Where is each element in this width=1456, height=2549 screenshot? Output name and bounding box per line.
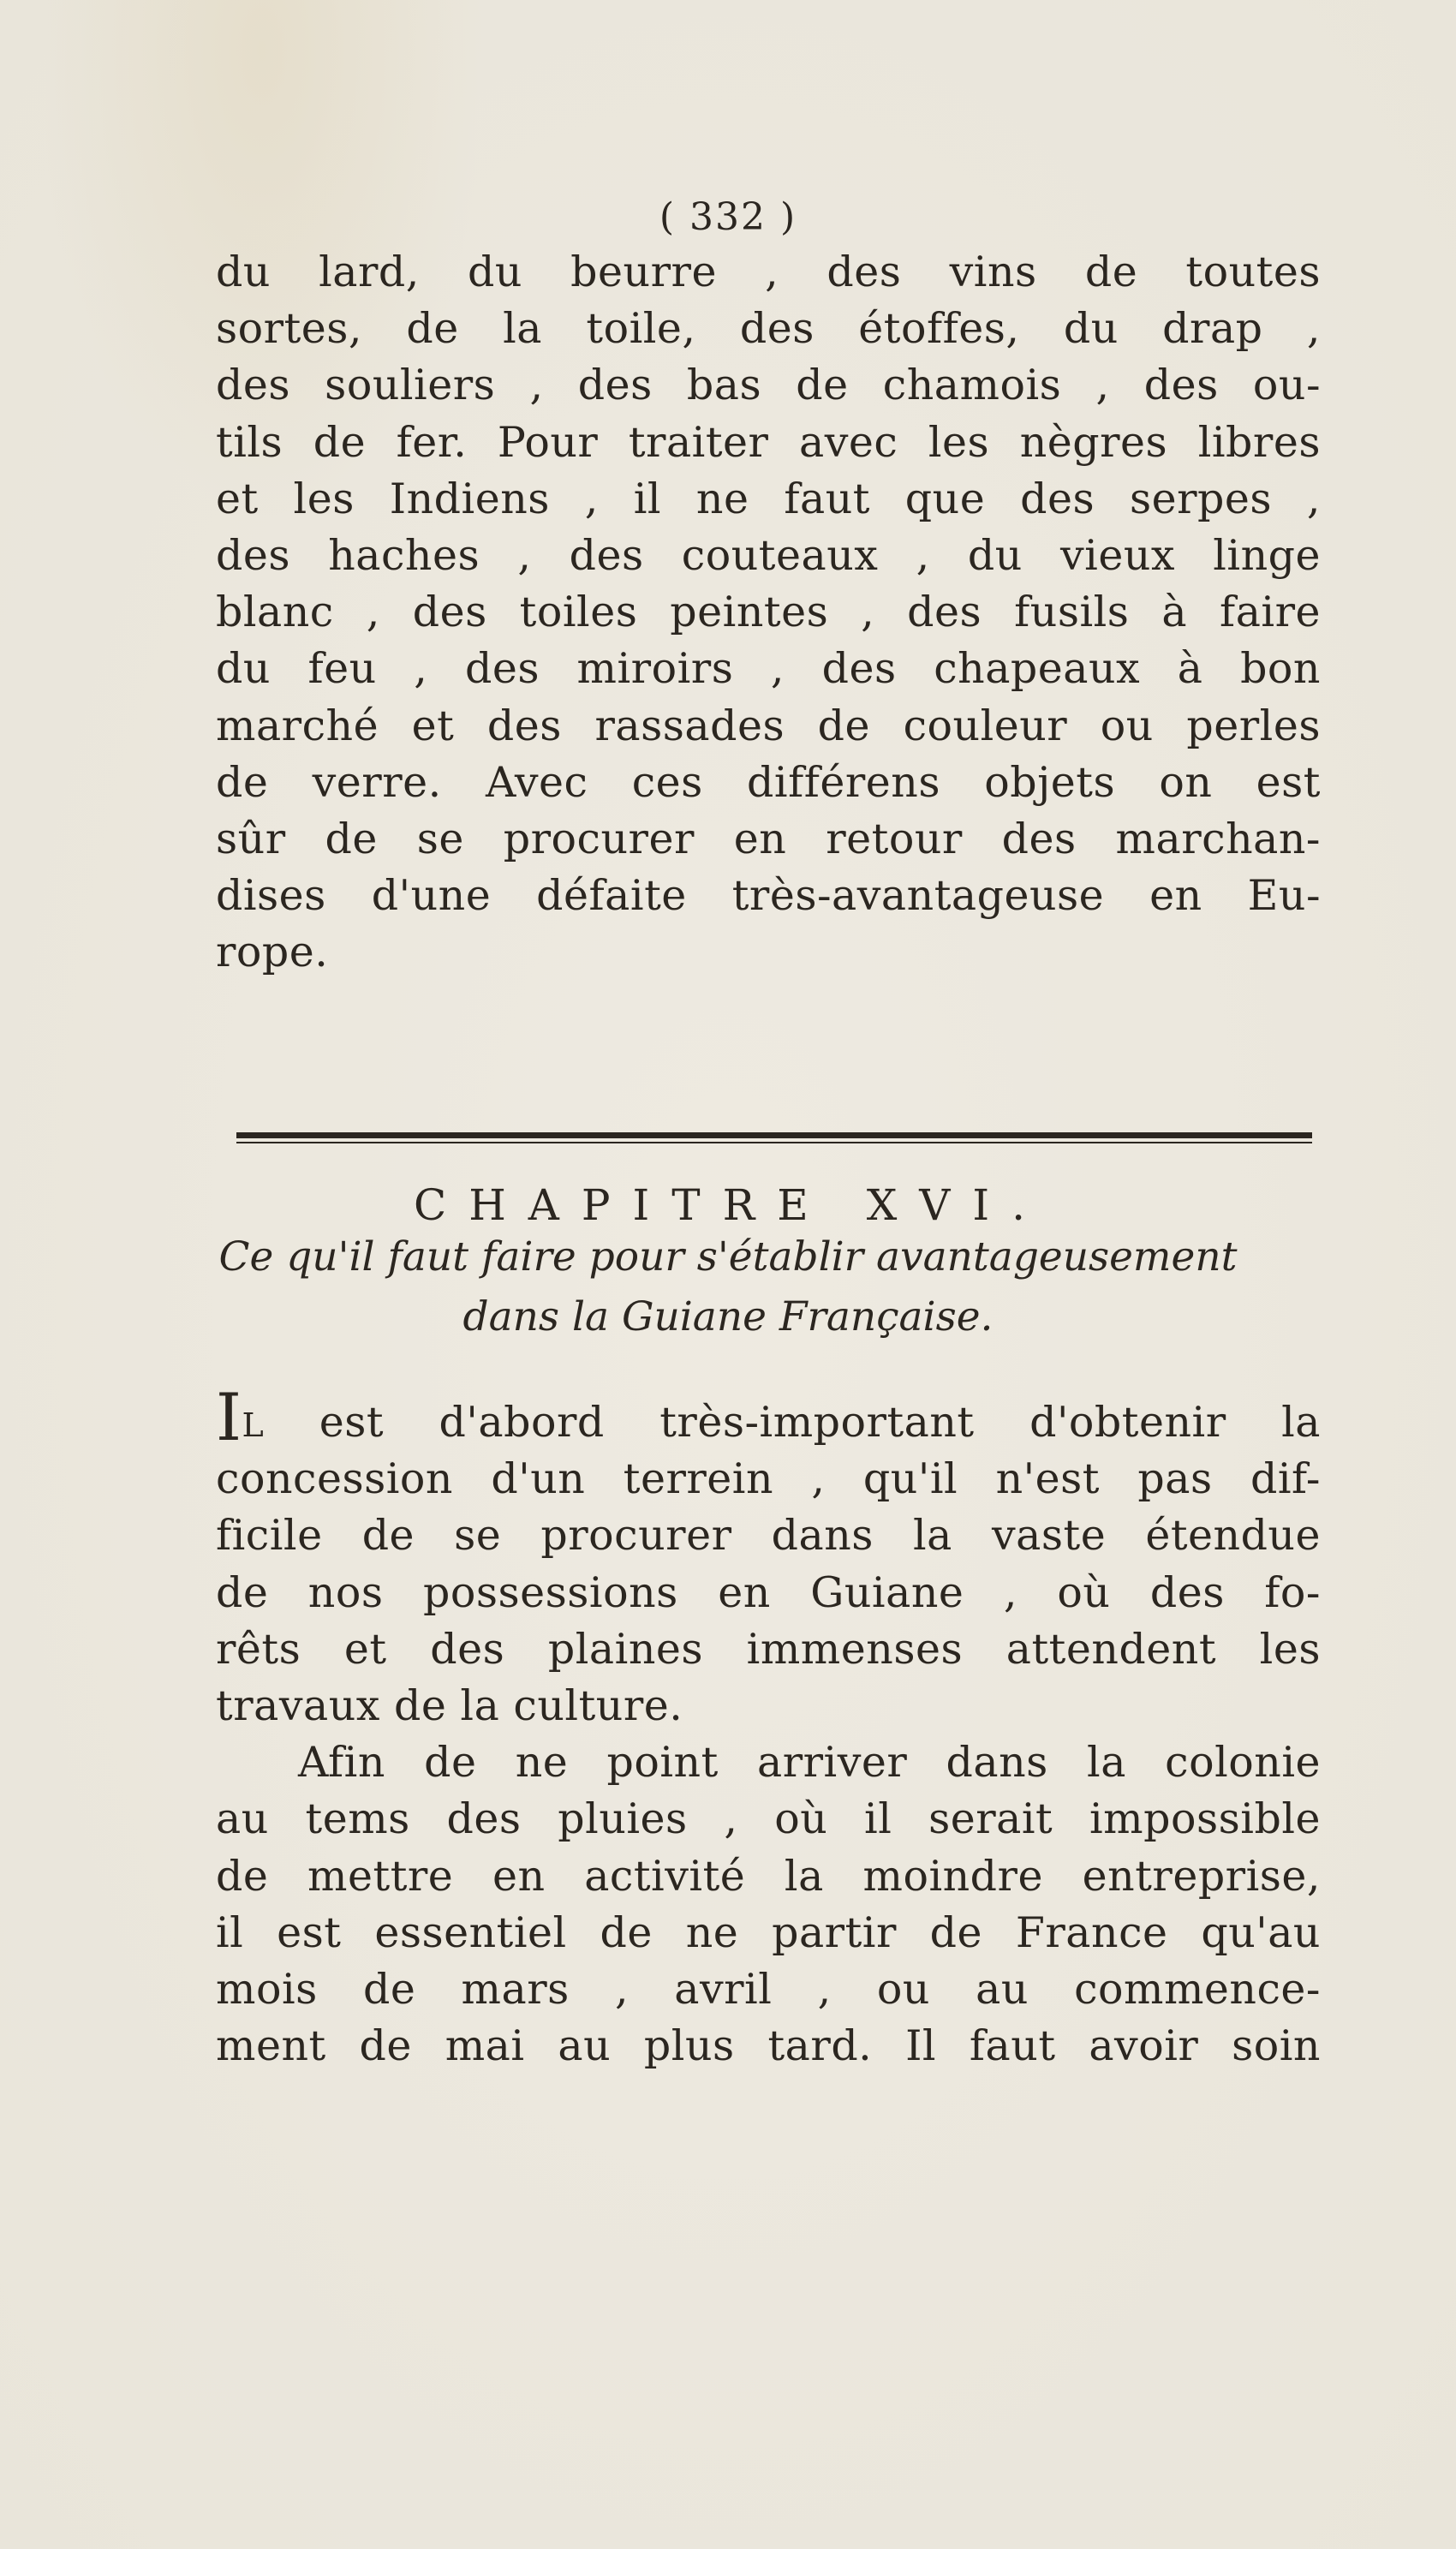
text-line: des haches , des couteaux , du vieux linge <box>216 530 1321 580</box>
text-line: de verre. Avec ces différens objets on est <box>216 757 1321 807</box>
text-line: au tems des pluies , où il serait impossible <box>216 1794 1321 1844</box>
text-line: ficile de se procurer dans la vaste étendue <box>216 1511 1321 1561</box>
divider-thin-line <box>236 1142 1312 1143</box>
text-line: concession d'un terrein , qu'il n'est pas dif- <box>216 1454 1321 1504</box>
chapter-subtitle-line-2: dans la Guiane Française. <box>462 1293 994 1340</box>
text-line: rêts et des plaines immenses attendent les <box>216 1624 1321 1674</box>
text-line: dises d'une défaite très-avantageuse en Eu- <box>216 871 1321 921</box>
top-paragraph <box>216 244 1321 981</box>
text-line: sortes, de la toile, des étoffes, du drap , <box>216 304 1321 354</box>
text-line: des souliers , des bas de chamois , des ou- <box>216 361 1321 410</box>
text-line: blanc , des toiles peintes , des fusils à faire <box>216 588 1321 637</box>
text-line: marché et des rassades de couleur ou perles <box>216 701 1321 750</box>
text-line: travaux de la culture. <box>216 1680 683 1730</box>
text-line: mois de mars , avril , ou au commence- <box>216 1964 1321 2014</box>
text-line: Afin de ne point arriver dans la colonie <box>298 1738 1321 1788</box>
chapter-title: CHAPITRE XVI. <box>413 1180 1048 1230</box>
text-line: et les Indiens , il ne faut que des serpes , <box>216 474 1321 523</box>
text-line: du lard, du beurre , des vins de toutes <box>216 248 1321 296</box>
chapter-body <box>216 1379 1321 2074</box>
text-line: rope. <box>216 928 329 977</box>
text-line: de nos possessions en Guiane , où des fo- <box>216 1567 1321 1617</box>
text-line: de mettre en activité la moindre entreprise, <box>216 1851 1321 1901</box>
divider-thick-line <box>236 1132 1312 1138</box>
first-line-rest: est d'abord très-important d'obtenir la <box>264 1398 1321 1447</box>
text-line: il est essentiel de ne partir de France qu'au <box>216 1907 1321 1957</box>
text-line: tils de fer. Pour traiter avec les nègres libres <box>216 417 1321 467</box>
chapter-divider-rule <box>236 1132 1312 1143</box>
text-line-first <box>216 1379 1321 1455</box>
page-number-header: ( 332 ) <box>659 195 797 239</box>
chapter-subtitle-line-1: Ce qu'il faut faire pour s'établir avantageusement <box>218 1233 1238 1280</box>
text-line: ment de mai au plus tard. Il faut avoir soin <box>216 2021 1321 2071</box>
text-line: sûr de se procurer en retour des marchan- <box>216 814 1321 863</box>
text-line: du feu , des miroirs , des chapeaux à bon <box>216 644 1321 694</box>
drop-cap: I <box>216 1379 242 1455</box>
small-cap: L <box>242 1406 265 1444</box>
